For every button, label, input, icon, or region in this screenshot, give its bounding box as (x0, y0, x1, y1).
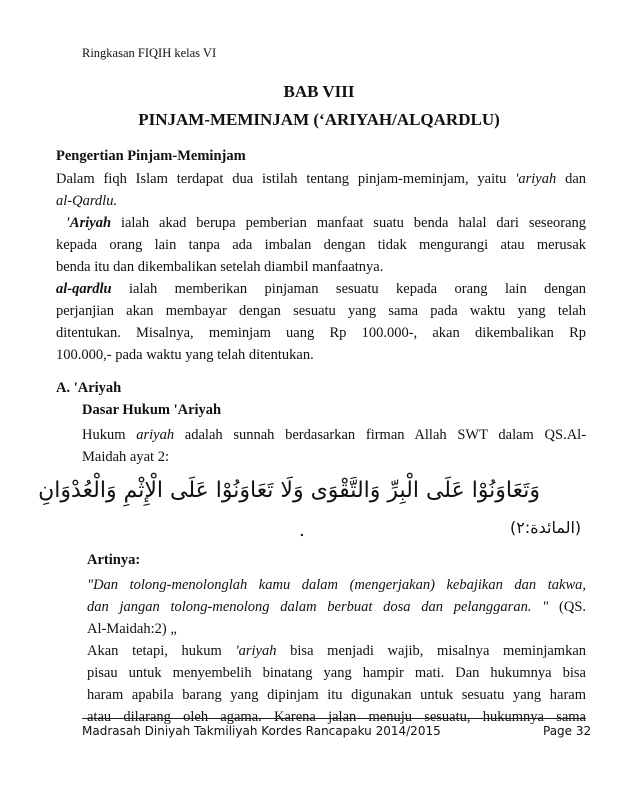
section-heading-ariyah: A. 'Ariyah (56, 380, 122, 396)
paragraph-hukum-ariyah (82, 424, 586, 468)
chapter-subtitle: PINJAM-MEMINJAM (‘ARIYAH/ALQARDLU) (138, 110, 500, 129)
footer-institution: Madrasah Diniyah Takmiliyah Kordes Rancapaku 2014/2015 (82, 724, 441, 738)
verse-end-mark: ۰ (297, 524, 307, 544)
text: ialah memberikan pinjaman sesuatu kepada orang lain dengan (129, 281, 587, 297)
text: atau dilarang oleh agama. Karena jalan menuju sesuatu, hukumnya sama (87, 709, 586, 725)
text: ditentukan. Misalnya, meminjam uang Rp 100.000-, akan dikembalikan Rp (56, 325, 586, 341)
text: haram apabila barang yang dipinjam itu digunakan untuk sesuatu yang haram (87, 687, 586, 703)
text: kepada orang lain tanpa ada imbalan dengan tidak mengurangi atau merusak (56, 237, 586, 253)
arabic-verse-reference: (المائدة:٢) (510, 518, 582, 537)
translation-label: Artinya: (87, 552, 141, 568)
text: Akan tetapi, hukum (87, 643, 222, 659)
arabic-verse: وَتَعَاوَنُوْا عَلَى الْبِرِّ وَالتَّقْوَى وَلَا تَعَاوَنُوْا عَلَى الْإِثْمِ وَالْعُدْوَانِ (38, 478, 540, 503)
term-alqardlu: al-Qardlu. (56, 193, 118, 209)
text: adalah sunnah berdasarkan firman Allah SWT dalam QS.Al- (184, 427, 587, 443)
text: bisa menjadi wajib, misalnya meminjamkan (290, 643, 587, 659)
term-ariyah-bold: 'Ariyah (65, 215, 112, 231)
running-header: Ringkasan FIQIH kelas VI (82, 46, 217, 60)
text: ialah akad berupa pemberian manfaat suatu benda halal dari seseorang (120, 215, 587, 231)
paragraph-ariyah-definition (56, 212, 586, 278)
footer-divider (82, 718, 586, 719)
text: Dalam fiqh Islam terdapat dua istilah tentang pinjam-meminjam, yaitu (56, 171, 507, 187)
paragraph-translation (87, 574, 586, 640)
text: Hukum (82, 427, 126, 443)
footer-page-number: Page 32 (543, 724, 592, 738)
term-qardlu-bold: al-qardlu (56, 281, 112, 297)
text: benda itu dan dikembalikan setelah diambil manfaatnya. (56, 259, 384, 275)
translation-line: "Dan tolong-menolonglah kamu dalam (mengerjakan) kebajikan dan takwa, (87, 577, 586, 593)
term-ariyah: 'ariyah (235, 643, 277, 659)
translation-reference-end: Al-Maidah:2) „ (87, 621, 177, 637)
term-ariyah: 'ariyah (515, 171, 557, 187)
term-ariyah: ariyah (136, 427, 175, 443)
section-heading-pengertian: Pengertian Pinjam-Meminjam (56, 148, 246, 164)
text: dan (565, 171, 586, 187)
text: perjanjian akan membayar dengan sesuatu yang sama pada waktu yang telah (56, 303, 586, 319)
paragraph-definition (56, 168, 586, 212)
chapter-title: BAB VIII (283, 82, 355, 101)
translation-reference: (QS. (559, 599, 587, 615)
paragraph-qardlu-definition (56, 278, 586, 366)
paragraph-hukum-variations (87, 640, 586, 728)
translation-line: dan jangan tolong-menolong dalam berbuat dosa dan pelanggaran. " (87, 599, 549, 615)
text: pisau untuk menyembelih binatang yang hampir mati. Dan hukumnya bisa (87, 665, 586, 681)
text: 100.000,- pada waktu yang telah ditentukan. (56, 347, 314, 363)
text: Maidah ayat 2: (82, 449, 169, 465)
subheading-dasar-hukum: Dasar Hukum 'Ariyah (82, 402, 222, 418)
